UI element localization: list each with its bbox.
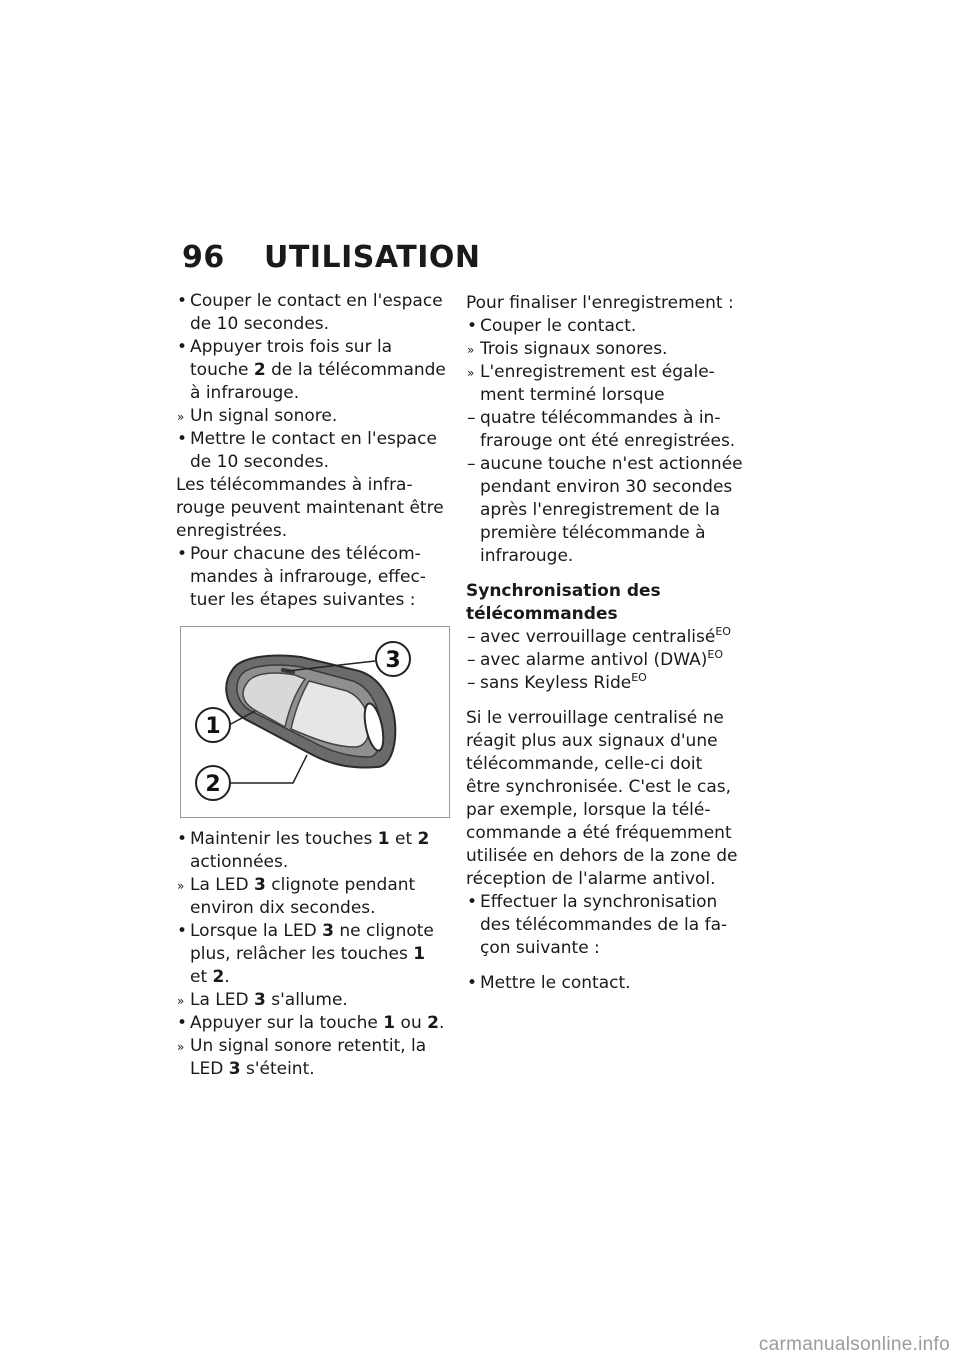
paragraph-line: être synchronisée. C'est le cas, [466, 777, 732, 797]
dash-item: – sans Keyless Ride$^{EO}$ [467, 671, 647, 693]
list-item: • Appuyer sur la touche 1 ou 2. [177, 1013, 445, 1033]
section-heading: télécommandes [466, 604, 618, 624]
result-item: » La LED 3 s'allume. [177, 990, 348, 1010]
list-item: • Maintenir les touches 1 et 2 [177, 829, 430, 849]
dash-item: – avec alarme antivol (DWA)$^{EO}$ [467, 648, 724, 670]
paragraph-line: utilisée en dehors de la zone de [466, 846, 738, 866]
page-header [182, 240, 682, 280]
list-item-cont: pendant environ 30 secondes [480, 477, 733, 497]
list-item: • Couper le contact en l'espace [177, 291, 443, 311]
list-item: • Effectuer la synchronisation [467, 892, 718, 912]
paragraph-line: par exemple, lorsque la télé- [466, 800, 711, 820]
paragraph-line: rouge peuvent maintenant être [176, 498, 444, 518]
paragraph-line: réagit plus aux signaux d'une [466, 731, 718, 751]
paragraph-line: enregistrées. [176, 521, 288, 541]
list-item: • Mettre le contact en l'espace [177, 429, 437, 449]
list-item-cont: mandes à infrarouge, effec- [190, 567, 426, 587]
list-item-cont: de 10 secondes. [190, 452, 330, 472]
list-item-cont: à infrarouge. [190, 383, 300, 403]
paragraph-line: Si le verrouillage centralisé ne [466, 708, 724, 728]
list-item-cont: LED 3 s'éteint. [190, 1059, 315, 1079]
result-item: » Un signal sonore. [177, 406, 338, 426]
dash-item: – quatre télécommandes à in- [467, 408, 721, 428]
list-item-cont: de 10 secondes. [190, 314, 330, 334]
list-item: • Pour chacune des télécom- [177, 544, 421, 564]
callout-label-2: 2 [205, 772, 221, 797]
list-item-cont: après l'enregistrement de la [480, 500, 721, 520]
list-item-cont: frarouge ont été enregistrées. [480, 431, 736, 451]
page-title: UTILISATION [264, 240, 481, 275]
list-item-cont: environ dix secondes. [190, 898, 376, 918]
paragraph-line: commande a été fréquemment [466, 823, 732, 843]
result-item: » Trois signaux sonores. [467, 339, 668, 359]
paragraph-line: télécommande, celle-ci doit [466, 754, 703, 774]
list-item-cont: et 2. [190, 967, 230, 987]
list-item-cont: touche 2 de la télécommande [190, 360, 446, 380]
list-item-cont: çon suivante : [480, 938, 600, 958]
section-heading: Synchronisation des [466, 581, 661, 601]
leader-line-2 [229, 755, 307, 783]
result-item: » La LED 3 clignote pendant [177, 875, 416, 895]
remote-key-figure [180, 626, 450, 818]
result-item: » L'enregistrement est égale- [467, 362, 715, 382]
paragraph-line: réception de l'alarme antivol. [466, 869, 716, 889]
result-item: » Un signal sonore retentit, la [177, 1036, 427, 1056]
left-column [176, 290, 456, 1081]
paragraph-line: Les télécommandes à infra- [176, 475, 413, 495]
right-column [466, 292, 741, 995]
callout-label-3: 3 [385, 648, 401, 673]
list-item-cont: des télécommandes de la fa- [480, 915, 728, 935]
list-item: • Lorsque la LED 3 ne clignote [177, 921, 434, 941]
paragraph-line: Pour finaliser l'enregistrement : [466, 293, 734, 313]
list-item-cont: première télécommande à [480, 523, 706, 543]
list-item: • Appuyer trois fois sur la [177, 337, 393, 357]
list-item-cont: actionnées. [190, 852, 289, 872]
list-item-cont: ment terminé lorsque [480, 385, 665, 405]
list-item-cont: plus, relâcher les touches 1 [190, 944, 426, 964]
page-number: 96 [182, 240, 225, 275]
list-item: • Mettre le contact. [467, 973, 631, 993]
list-item-cont: tuer les étapes suivantes : [190, 590, 416, 610]
remote-key-illustration [181, 627, 449, 817]
list-item: • Couper le contact. [467, 316, 637, 336]
dash-item: – avec verrouillage centralisé$^{EO}$ [467, 625, 731, 647]
watermark: carmanualsonline.info [758, 1334, 950, 1355]
list-item-cont: infrarouge. [480, 546, 574, 566]
callout-label-1: 1 [205, 714, 221, 739]
dash-item: – aucune touche n'est actionnée [467, 454, 743, 474]
